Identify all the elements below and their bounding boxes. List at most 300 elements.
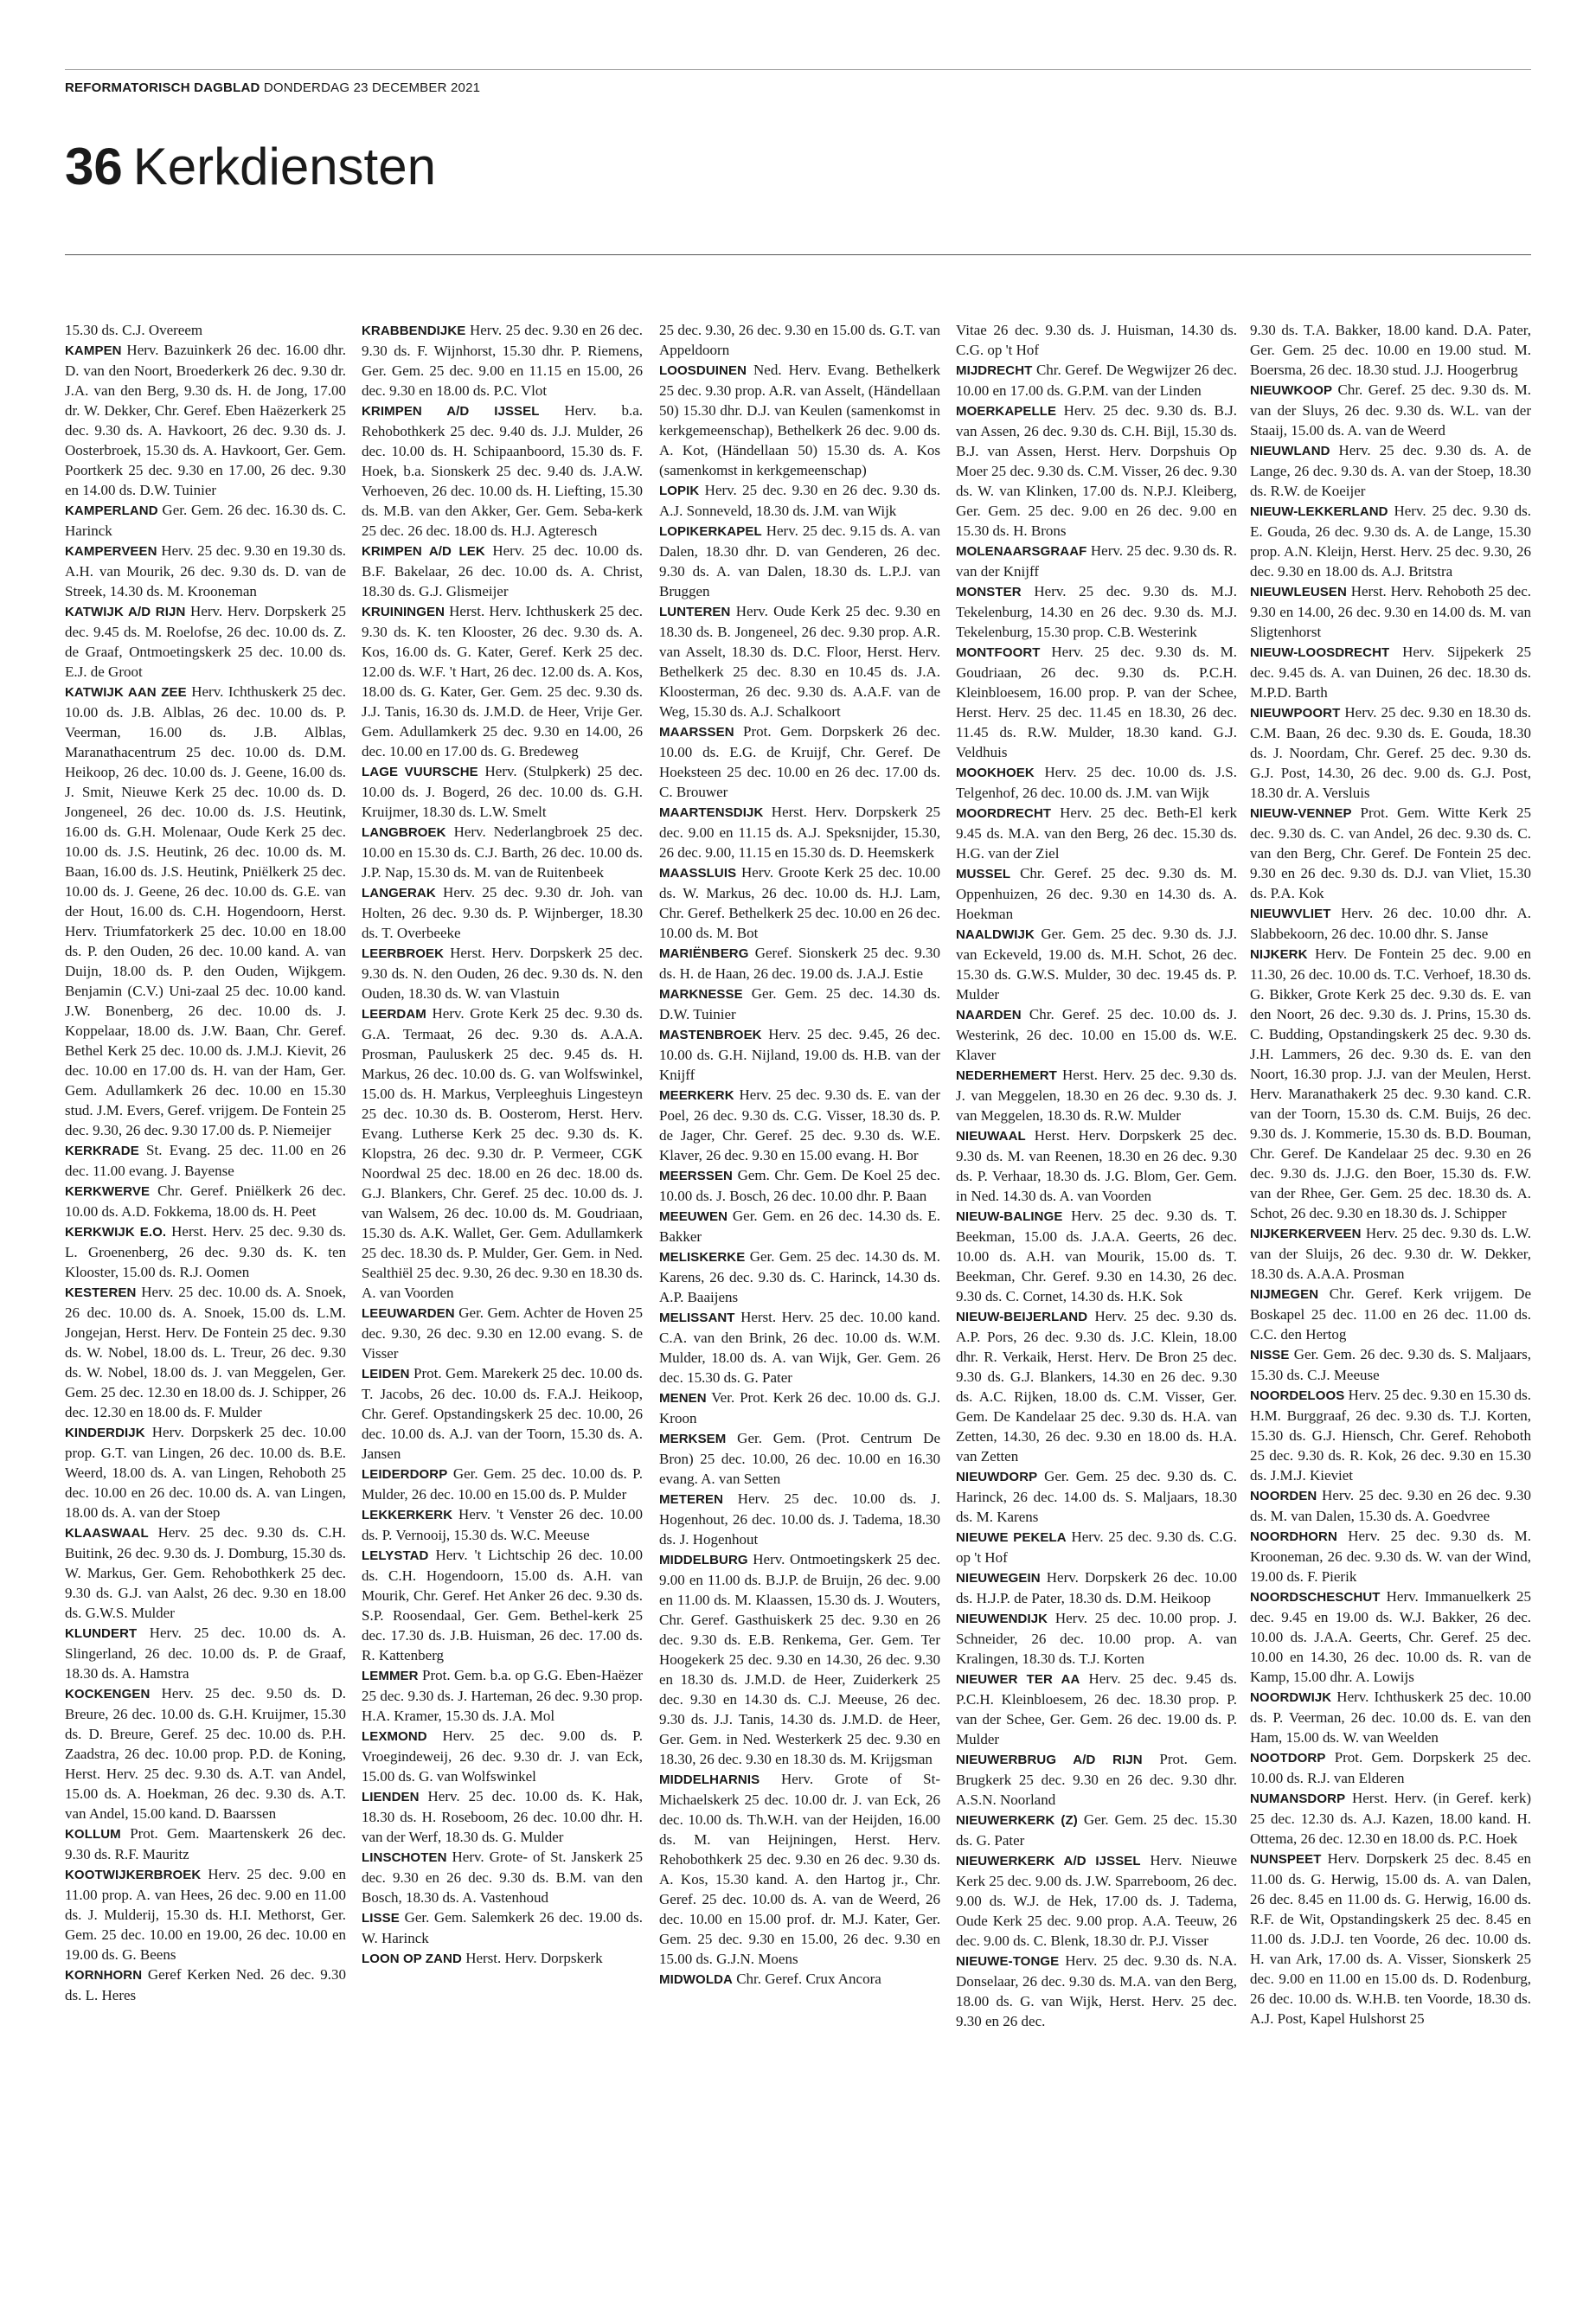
service-details: Ger. Gem. Achter de Hoven 25 dec. 9.30, 26 dec. 9.30 en 12.00 evang. S. de Visser bbox=[362, 1304, 643, 1362]
service-entry bbox=[1250, 1485, 1531, 1526]
service-entry bbox=[659, 1428, 940, 1489]
service-entry bbox=[956, 541, 1237, 581]
place-name: MELISSANT bbox=[659, 1311, 735, 1325]
service-entry bbox=[362, 541, 643, 601]
place-name: MEEUWEN bbox=[659, 1209, 728, 1224]
service-entry bbox=[1250, 903, 1531, 944]
service-entry bbox=[659, 1165, 940, 1206]
service-details: Herv. 25 dec. 9.30 en 19.30 ds. A.H. van Mourik, 26 dec. 9.30 ds. D. van de Streek, 14.30 ds. M. Krooneman bbox=[65, 542, 346, 599]
place-name: MOLENAARSGRAAF bbox=[956, 544, 1087, 559]
service-entry bbox=[362, 601, 643, 761]
place-name: MUSSEL bbox=[956, 867, 1011, 881]
service-details: Ger. Gem. 25 dec. 9.30 ds. C. Harinck, 26 dec. 14.00 ds. S. Maljaars, 18.30 ds. M. Karens bbox=[956, 1468, 1237, 1525]
title-rule bbox=[65, 254, 1531, 255]
service-entry bbox=[1250, 1849, 1531, 2029]
service-details: Chr. Geref. 25 dec. 9.30 ds. M. Oppenhuizen, 26 dec. 9.30 en 14.30 ds. A. Hoekman bbox=[956, 865, 1237, 922]
service-details: Ger. Gem. 26 dec. 16.30 ds. C. Harinck bbox=[65, 502, 346, 539]
service-details: Herst. Herv. Rehoboth 25 dec. 9.30 en 14.00, 26 dec. 9.30 en 14.00 ds. M. van Sligtenhorst bbox=[1250, 583, 1531, 640]
service-details: Herv. Nederlangbroek 25 dec. 10.00 en 15.30 ds. C.J. Barth, 26 dec. 10.00 ds. J.P. Nap, 15.30 ds. M. van de Ruitenbeek bbox=[362, 824, 643, 881]
service-details: Herv. Sijpekerk 25 dec. 9.45 ds. A. van Duinen, 26 dec. 18.30 ds. M.P.D. Barth bbox=[1250, 644, 1531, 701]
service-details: Herv. 25 dec. 9.30 en 26 dec. 9.30 ds. F. Wijnhorst, 15.30 dhr. P. Riemens, Ger. Gem. 25 dec. 9.00 en 11.15 en 15.00, 26 dec. 9.30 en 18.00 ds. P.C. Vlot bbox=[362, 322, 643, 399]
place-name: MOOKHOEK bbox=[956, 766, 1035, 780]
place-name: NIEUWDORP bbox=[956, 1470, 1038, 1484]
service-entry bbox=[362, 1303, 643, 1363]
service-details: Herv. 25 dec. 9.30 en 26 dec. 9.30 ds. M. van Dalen, 15.30 ds. A. Goedvree bbox=[1250, 1487, 1531, 1524]
service-entry bbox=[362, 401, 643, 541]
service-details: Herv. (Stulpkerk) 25 dec. 10.00 ds. J. Bogerd, 26 dec. 10.00 ds. G.H. Kruijmer, 18.30 ds. L.W. Smelt bbox=[362, 763, 643, 820]
service-details: Ger. Gem. Salemkerk 26 dec. 19.00 ds. W. Harinck bbox=[362, 1909, 643, 1946]
place-name: NIEUWE-TONGE bbox=[956, 1954, 1060, 1969]
place-name: MONSTER bbox=[956, 585, 1022, 599]
place-name: MARIËNBERG bbox=[659, 946, 749, 961]
service-entry bbox=[65, 1221, 346, 1282]
service-details: Herv. 25 dec. 9.30 ds. T. Beekman, 15.00 ds. J.A.A. Geerts, 26 dec. 10.00 ds. A.H. van Mourik, 15.00 ds. T. Beekman, Chr. Geref. 9.30 en 14.30, 26 dec. 9.30 ds. C. Cornet, 14.30 ds. H.K. Sok bbox=[956, 1208, 1237, 1304]
place-name: KAMPERVEEN bbox=[65, 544, 157, 559]
place-name: NOORDHORN bbox=[1250, 1529, 1337, 1544]
service-entry bbox=[362, 761, 643, 822]
place-name: LEMMER bbox=[362, 1669, 419, 1683]
service-entry bbox=[65, 1181, 346, 1221]
service-details: Chr. Geref. 25 dec. 10.00 ds. J. Westerink, 26 dec. 10.00 en 15.00 ds. W.E. Klaver bbox=[956, 1006, 1237, 1063]
service-entry bbox=[659, 802, 940, 862]
service-entry bbox=[362, 1464, 643, 1504]
place-name: MAARTENSDIJK bbox=[659, 805, 764, 820]
place-name: NIEUWAAL bbox=[956, 1129, 1026, 1144]
service-entry bbox=[956, 320, 1237, 360]
service-entry bbox=[362, 1504, 643, 1545]
service-details: Herv. 25 dec. 9.50 ds. D. Breure, 26 dec. 10.00 ds. G.H. Kruijmer, 15.30 ds. D. Breure, Geref. 25 dec. 10.00 ds. P.H. Zaadstra, 26 dec. 10.00 prop. P.D. de Koning, Herst. Herv. 25 dec. 9.30 ds. A.T. van Andel, 15.00 ds. A. Hoekman, 26 dec. 9.30 ds. A.T. van Andel, 15.00 kand. D. Baarssen bbox=[65, 1685, 346, 1822]
service-details: Chr. Geref. Crux Ancora bbox=[736, 1971, 881, 1987]
place-name: KRIMPEN A/D IJSSEL bbox=[362, 404, 540, 419]
place-name: LINSCHOTEN bbox=[362, 1850, 447, 1865]
service-entry bbox=[956, 803, 1237, 863]
service-details: Herv. 25 dec. 9.00 en 11.00 prop. A. van Hees, 26 dec. 9.00 en 11.00 ds. J. Mulderij, 15.30 ds. H.I. Methorst, Ger. Gem. 25 dec. 10.00 en 19.00, 26 dec. 10.00 en 19.00 ds. G. Beens bbox=[65, 1866, 346, 1963]
listing-column-4 bbox=[956, 320, 1237, 2279]
service-entry bbox=[956, 1206, 1237, 1306]
service-entry bbox=[65, 1140, 346, 1181]
service-details: Herst. Herv. 25 dec. 10.00 kand. C.A. van den Brink, 26 dec. 10.00 ds. W.M. Mulder, 18.00 ds. A. van Wijk, Ger. Gem. 26 dec. 15.30 ds. G. Pater bbox=[659, 1309, 940, 1386]
issue-date: DONDERDAG 23 DECEMBER 2021 bbox=[263, 80, 481, 95]
service-details: Herv. b.a. Rehobothkerk 25 dec. 9.40 ds. J.J. Mulder, 26 dec. 10.00 ds. H. Schipaanboord, 15.30 ds. F. Hoek, b.a. Sionskerk 25 dec. 9.40 ds. J.A.W. Verhoeven, 26 dec. 10.00 ds. H. Liefting, 15.30 ds. M.B. van den Akker, Ger. Gem. Seba-kerk 25 dec. 26 dec. 18.00 ds. H.J. Agteresch bbox=[362, 402, 643, 539]
place-name: MARKNESSE bbox=[659, 987, 743, 1002]
service-entry bbox=[362, 943, 643, 1003]
service-entry bbox=[659, 1247, 940, 1307]
place-name: KERKWIJK E.O. bbox=[65, 1225, 167, 1240]
place-name: KINDERDIJK bbox=[65, 1426, 145, 1440]
place-name: NOORDWIJK bbox=[1250, 1690, 1332, 1705]
place-name: MIDWOLDA bbox=[659, 1972, 733, 1987]
service-entry bbox=[1250, 440, 1531, 501]
service-details: Herv. 25 dec. 9.30 en 18.30 ds. C.M. Baan, 26 dec. 9.30 ds. E. Gouda, 18.30 ds. J. Noordam, Chr. Geref. 25 dec. 9.30 ds. G.J. Post, 14.30, 26 dec. 9.00 ds. G.J. Post, 18.30 dr. A. Versluis bbox=[1250, 704, 1531, 801]
service-entry bbox=[1250, 803, 1531, 903]
place-name: LISSE bbox=[362, 1911, 400, 1926]
service-entry bbox=[956, 1608, 1237, 1669]
service-entry bbox=[659, 360, 940, 480]
place-name: MONTFOORT bbox=[956, 645, 1041, 660]
service-details: Herv. Grote- of St. Janskerk 25 dec. 9.30 en 26 dec. 9.30 ds. B.M. van den Bosch, 18.30 ds. A. Vastenhoud bbox=[362, 1849, 643, 1906]
service-details: Chr. Geref. Kerk vrijgem. De Boskapel 25 dec. 11.00 en 26 dec. 11.00 ds. C.C. den Hertog bbox=[1250, 1285, 1531, 1343]
place-name: MEERKERK bbox=[659, 1088, 734, 1103]
service-entry bbox=[1250, 702, 1531, 803]
place-name: MEERSSEN bbox=[659, 1169, 733, 1183]
service-entry bbox=[956, 1567, 1237, 1608]
place-name: KAMPEN bbox=[65, 343, 122, 358]
service-details: Herv. 25 dec. 9.30 en 15.30 ds. H.M. Burggraaf, 26 dec. 9.30 ds. T.J. Korten, 15.30 ds. G.J. Hiensch, Chr. Geref. Rehoboth 25 dec. 9.30 ds. R. Kok, 26 dec. 9.30 en 15.30 ds. J.M.J. Kieviet bbox=[1250, 1387, 1531, 1484]
service-entry bbox=[659, 1769, 940, 1969]
service-details: Chr. Geref. 25 dec. 9.30 ds. M. van der Sluys, 26 dec. 9.30 ds. W.L. van der Staaij, 15.00 ds. A. van de Weerd bbox=[1250, 381, 1531, 439]
service-details: Herv. 25 dec. 9.45, 26 dec. 10.00 ds. G.H. Nijland, 19.00 ds. H.B. van der Knijff bbox=[659, 1026, 940, 1083]
service-details: Herv. 25 dec. 9.30 ds. A. de Lange, 26 dec. 9.30 ds. A. van der Stoep, 18.30 ds. R.W. de Koeijer bbox=[1250, 442, 1531, 499]
service-entry bbox=[956, 1810, 1237, 1850]
place-name: KATWIJK AAN ZEE bbox=[65, 685, 187, 700]
place-name: NIEUW-LOOSDRECHT bbox=[1250, 645, 1390, 660]
service-details: Herst. Herv. Dorpskerk 25 dec. 9.30 ds. N. den Ouden, 26 dec. 9.30 ds. N. den Ouden, 18.30 ds. W. van Vlastuin bbox=[362, 945, 643, 1002]
service-entry bbox=[1250, 1344, 1531, 1385]
service-details: Ger. Gem. 25 dec. 14.30 ds. D.W. Tuinier bbox=[659, 985, 940, 1022]
place-name: NOORDEN bbox=[1250, 1489, 1317, 1503]
service-entry bbox=[956, 1951, 1237, 2031]
place-name: NIJKERKERVEEN bbox=[1250, 1227, 1362, 1241]
place-name: LUNTEREN bbox=[659, 605, 731, 619]
place-name: KAMPERLAND bbox=[65, 503, 158, 518]
service-details: Herst. Herv. Dorpskerk 25 dec. 9.00 en 11.15 ds. A.J. Speksnijder, 15.30, 26 dec. 9.00, 11.15 en 15.30 ds. D. Heemskerk bbox=[659, 804, 940, 861]
service-entry bbox=[956, 1850, 1237, 1951]
place-name: LANGERAK bbox=[362, 886, 436, 901]
place-name: MIDDELBURG bbox=[659, 1553, 748, 1567]
service-entry bbox=[659, 984, 940, 1024]
service-entry bbox=[362, 1665, 643, 1726]
place-name: NIEUWER TER AA bbox=[956, 1672, 1080, 1687]
service-entry bbox=[362, 882, 643, 943]
place-name: KOOTWIJKERBROEK bbox=[65, 1868, 202, 1882]
service-details: Herv. 25 dec. 10.00 ds. A. Snoek, 26 dec. 10.00 ds. A. Snoek, 15.00 ds. L.M. Jongejan, Herst. Herv. De Fontein 25 dec. 9.30 ds. W. Nobel, 18.00 ds. L. Treur, 26 dec. 9.30 ds. W. Nobel, 18.00 ds. J. van Meggelen, Ger. Gem. 25 dec. 12.30 en 18.00 ds. J. Schipper, 26 dec. 12.30 en 18.00 ds. F. Mulder bbox=[65, 1284, 346, 1420]
service-entry bbox=[956, 642, 1237, 762]
place-name: NIEUWERKERK A/D IJSSEL bbox=[956, 1854, 1141, 1868]
place-name: LOOSDUINEN bbox=[659, 363, 747, 378]
service-details: Herv. Herv. Dorpskerk 25 dec. 9.45 ds. M. Roelofse, 26 dec. 10.00 ds. Z. de Graaf, Ontmoetingskerk 25 dec. 10.00 ds. E.J. de Groot bbox=[65, 603, 346, 680]
service-entry bbox=[65, 1965, 346, 2005]
place-name: NAARDEN bbox=[956, 1008, 1022, 1022]
service-details: Prot. Gem. b.a. op G.G. Eben-Haëzer 25 dec. 9.30 ds. J. Harteman, 26 dec. 9.30 prop. H.A. Kramer, 15.30 ds. J.A. Mol bbox=[362, 1667, 643, 1724]
place-name: NIEUWLEUSEN bbox=[1250, 585, 1347, 599]
newspaper-name: REFORMATORISCH DAGBLAD bbox=[65, 80, 260, 95]
service-details: Herv. 25 dec. 9.30 ds. A.P. Pors, 26 dec. 9.30 ds. J.C. Klein, 18.00 dhr. R. Verkaik, Herst. Herv. De Bron 25 dec. 9.30 ds. G.J. Blankers, 14.30 en 26 dec. 9.30 ds. A.C. Rijken, 18.00 ds. C.M. Visser, Ger. Gem. De Kandelaar 25 dec. 9.30 ds. H.A. van Zetten, 14.30, 26 dec. 9.30 en 18.00 ds. H.A. van Zetten bbox=[956, 1308, 1237, 1465]
place-name: MOORDRECHT bbox=[956, 806, 1052, 821]
place-name: NIEUWKOOP bbox=[1250, 383, 1333, 398]
service-entry bbox=[956, 1125, 1237, 1206]
place-name: KRUININGEN bbox=[362, 605, 445, 619]
place-name: NOORDELOOS bbox=[1250, 1388, 1345, 1403]
place-name: NUNSPEET bbox=[1250, 1852, 1322, 1867]
listing-column-5 bbox=[1250, 320, 1531, 2279]
service-details: Prot. Gem. Brugkerk 25 dec. 9.30 en 26 dec. 9.30 dhr. A.S.N. Noorland bbox=[956, 1751, 1237, 1808]
place-name: KRABBENDIJKE bbox=[362, 324, 466, 338]
listing-column-3 bbox=[659, 320, 940, 2279]
service-details: Ned. Herv. Evang. Bethelkerk 25 dec. 9.30 prop. A.R. van Asselt, (Händellaan 50) 15.30 dhr. D.J. van Keulen (samenkomst in kerkgemeenschap), Bethelkerk 26 dec. 9.00 ds. A. Kot, (Händellaan 50) 15.30 ds. A. Kos (samenkomst in kerkgemeenschap) bbox=[659, 362, 940, 478]
place-name: KLAASWAAL bbox=[65, 1526, 149, 1541]
service-entry bbox=[65, 1282, 346, 1422]
service-details: Ger. Gem. 25 dec. 14.30 ds. M. Karens, 26 dec. 9.30 ds. C. Harinck, 14.30 ds. A.P. Baaijens bbox=[659, 1248, 940, 1305]
service-entry bbox=[362, 320, 643, 401]
service-details: Herv. Dorpskerk 25 dec. 8.45 en 11.00 ds. G. Herwig, 15.00 ds. A. van Dalen, 26 dec. 8.45 en 11.00 ds. G. Herwig, 16.00 ds. R.F. de Wit, Opstandingskerk 25 dec. 8.45 en 11.00 ds. J.D.J. ten Voorde, 26 dec. 10.00 ds. H. van Ark, 17.00 ds. A. Visser, Sionskerk 25 dec. 9.00 en 11.00 en 15.00 ds. D. Rodenburg, 26 dec. 10.00 ds. W.H.B. ten Voorde, 18.30 ds. A.J. Post, Kapel Hulshorst 25 bbox=[1250, 1850, 1531, 2027]
service-details: Herv. 25 dec. 9.30 ds. B.J. van Assen, 26 dec. 9.30 ds. C.H. Bijl, 15.30 ds. B.J. van Assen, Herst. Herv. Dorpshuis Op Moer 25 dec. 9.30 ds. C.M. Visser, 26 dec. 9.30 ds. W. van Klinken, 17.00 ds. N.P.J. Kleiberg, Ger. Gem. 25 dec. 9.00 en 26 dec. 9.00 en 15.30 ds. H. Brons bbox=[956, 402, 1237, 539]
service-entry bbox=[1250, 1385, 1531, 1485]
place-name: NIEUWENDIJK bbox=[956, 1612, 1048, 1626]
service-details: Herv. Ontmoetingskerk 25 dec. 9.00 en 11.00 ds. B.J.P. de Bruijn, 26 dec. 9.00 en 11.00 ds. M. Klaassen, 15.30 ds. J. Wouters, Chr. Geref. Gasthuiskerk 25 dec. 9.30 en 26 dec. 9.30 ds. E.B. Renkema, Ger. Gem. Ter Hoogekerk 25 dec. 9.30 en 14.30, 26 dec. 9.30 en 18.30 ds. J.M.D. de Heer, Zuiderkerk 25 dec. 9.30 en 14.30 ds. C.J. Meeuse, 26 dec. 9.30 ds. J.J. Tanis, 14.30 ds. J.M.D. de Heer, Ger. Gem. in Ned. Westerkerk 25 dec. 9.30 en 18.30, 26 dec. 9.30 en 18.30 ds. M. Krijgsman bbox=[659, 1551, 940, 1767]
place-name: NIEUWVLIET bbox=[1250, 907, 1331, 921]
service-details: Geref. Sionskerk 25 dec. 9.30 ds. H. de Haan, 26 dec. 19.00 ds. J.A.J. Estie bbox=[659, 945, 940, 982]
service-details: Herv. 25 dec. 9.45 ds. P.C.H. Kleinbloesem, 26 dec. 18.30 prop. P. van der Schee, Ger. Gem. 26 dec. 19.00 ds. P. Mulder bbox=[956, 1670, 1237, 1747]
service-details: Herv. 25 dec. 9.30 ds. E. Gouda, 26 dec. 9.30 ds. A. de Lange, 15.30 prop. A.N. Kleijn, Herst. Herv. 25 dec. 9.30, 26 dec. 9.30 en 18.00 ds. A.J. Britstra bbox=[1250, 503, 1531, 580]
service-entry bbox=[65, 1864, 346, 1965]
service-details: Herv. 25 dec. 9.30 ds. R. van der Knijff bbox=[956, 542, 1237, 580]
service-details: Herst. Herv. 25 dec. 9.30 ds. J. van Meggelen, 18.30 en 26 dec. 9.30 ds. J. van Meggelen, 18.30 ds. R.W. Mulder bbox=[956, 1067, 1237, 1124]
service-details: 9.30 ds. T.A. Bakker, 18.00 kand. D.A. Pater, Ger. Gem. 25 dec. 10.00 en 19.00 stud. M. Boersma, 26 dec. 18.30 stud. J.J. Hoogerbrug bbox=[1250, 322, 1531, 378]
place-name: NIEUWPOORT bbox=[1250, 706, 1341, 721]
service-entry bbox=[362, 1726, 643, 1786]
service-entry bbox=[65, 1683, 346, 1823]
service-entry bbox=[65, 1623, 346, 1683]
place-name: KERKWERVE bbox=[65, 1184, 151, 1199]
place-name: LAGE VUURSCHE bbox=[362, 765, 478, 779]
service-entry bbox=[659, 1489, 940, 1549]
service-entry bbox=[362, 822, 643, 882]
service-entry bbox=[65, 541, 346, 601]
place-name: MIJDRECHT bbox=[956, 363, 1033, 378]
service-details: Herv. Immanuelkerk 25 dec. 9.45 en 19.00 ds. W.J. Bakker, 26 dec. 10.00 ds. J.A.A. Geerts, Chr. Geref. 25 dec. 10.00 en 14.30, 26 dec. 10.00 ds. R. van de Kamp, 15.00 dhr. A. Lowijs bbox=[1250, 1588, 1531, 1685]
service-details: Herv. 25 dec. 10.00 prop. J. Schneider, 26 dec. 10.00 prop. A. van Kralingen, 18.30 ds. T.J. Korten bbox=[956, 1610, 1237, 1667]
service-details: Vitae 26 dec. 9.30 ds. J. Huisman, 14.30 ds. C.G. op 't Hof bbox=[956, 322, 1237, 358]
service-entry bbox=[1250, 320, 1531, 380]
service-details: Herst. Herv. Dorpskerk bbox=[465, 1950, 603, 1966]
place-name: KORNHORN bbox=[65, 1968, 143, 1983]
service-entry bbox=[362, 1003, 643, 1303]
service-details: Herv. De Fontein 25 dec. 9.00 en 11.30, 26 dec. 10.00 ds. T.C. Verhoef, 18.30 ds. G. Bikker, Grote Kerk 25 dec. 9.30 ds. E. van den Noort, 26 dec. 9.30 ds. J. Prins, 15.30 ds. C. Budding, Opstandingskerk 25 dec. 9.30 ds. J.H. Lammers, 26 dec. 9.30 ds. E. van den Noort, 16.30 prop. J.J. van der Meulen, Herst. Herv. Maranathakerk 25 dec. 9.30 kand. C.R. van der Toorn, 15.30 ds. C.M. Buijs, 26 dec. 9.30 ds. J. Kommerie, 15.30 ds. B.D. Bouman, Chr. Geref. De Kandelaar 25 dec. 9.30 en 26 dec. 9.30 ds. J.J.G. den Boer, 15.30 ds. F.W. van der Rhee, Ger. Gem. 25 dec. 18.30 ds. A. Schot, 26 dec. 9.30 en 18.30 ds. J. Schipper bbox=[1250, 945, 1531, 1221]
service-entry bbox=[65, 340, 346, 500]
service-entry bbox=[956, 581, 1237, 642]
service-entry bbox=[65, 682, 346, 1140]
service-entry bbox=[659, 943, 940, 984]
service-entry bbox=[362, 1363, 643, 1464]
place-name: MAARSSEN bbox=[659, 725, 734, 740]
service-entry bbox=[1250, 944, 1531, 1223]
service-details: 25 dec. 9.30, 26 dec. 9.30 en 15.00 ds. G.T. van Appeldoorn bbox=[659, 322, 940, 358]
service-details: Herv. Bazuinkerk 26 dec. 16.00 dhr. D. van den Noort, Broederkerk 26 dec. 9.30 dr. J.A. van den Berg, 9.30 ds. H. de Jong, 17.00 dr. W. Dekker, Chr. Geref. Eben Haëzerkerk 25 dec. 9.30 ds. A. Havkoort, 26 dec. 9.30 ds. J. Oosterbroek, 15.30 ds. A. Havkoort, Ger. Gem. Poortkerk 25 dec. 9.30 en 17.00, 26 dec. 9.30 en 14.00 ds. D.W. Tuinier bbox=[65, 342, 346, 498]
service-entry bbox=[956, 1004, 1237, 1065]
place-name: KESTEREN bbox=[65, 1285, 137, 1300]
service-details: Ger. Gem. (Prot. Centrum De Bron) 25 dec. 10.00, 26 dec. 10.00 en 16.30 evang. A. van Setten bbox=[659, 1430, 940, 1487]
place-name: KOLLUM bbox=[65, 1827, 121, 1842]
place-name: KLUNDERT bbox=[65, 1626, 138, 1641]
place-name: LOON OP ZAND bbox=[362, 1952, 462, 1966]
place-name: LEXMOND bbox=[362, 1729, 427, 1744]
service-entry bbox=[956, 924, 1237, 1004]
place-name: MOERKAPELLE bbox=[956, 404, 1057, 419]
service-details: Herv. 25 dec. 9.30 ds. M.J. Tekelenburg, 14.30 en 26 dec. 9.30 ds. M.J. Tekelenburg, 15.30 prop. C.B. Westerink bbox=[956, 583, 1237, 640]
service-entry bbox=[362, 1948, 643, 1969]
service-details: Herv. Grote Kerk 25 dec. 9.30 ds. G.A. Termaat, 26 dec. 9.30 ds. A.A.A. Prosman, Pauluskerk 25 dec. 9.45 ds. H. Markus, 26 dec. 10.00 ds. G. van Wolfswinkel, 15.00 ds. H. Markus, Verpleeghuis Lingesteyn 25 dec. 10.30 ds. B. Oosterom, Herst. Herv. Evang. Lutherse Kerk 25 dec. 9.30 ds. K. Klopstra, 26 dec. 9.30 dr. P. Vermeer, CGK Noordwal 25 dec. 18.00 en 26 dec. 18.00 ds. G.J. Blankers, Chr. Geref. 25 dec. 10.00 ds. J. van Walsem, 26 dec. 10.00 ds. M. Goudriaan, 15.30 ds. A.K. Wallet, Ger. Gem. Adullamkerk 25 dec. 18.30 ds. P. Mulder, Ger. Gem. in Ned. Sealthiël 25 dec. 9.30, 26 dec. 9.30 en 18.30 ds. A. van Voorden bbox=[362, 1005, 643, 1301]
place-name: MAASSLUIS bbox=[659, 866, 737, 881]
place-name: LOPIK bbox=[659, 484, 700, 498]
service-entry bbox=[956, 1466, 1237, 1527]
service-details: Herv. Oude Kerk 25 dec. 9.30 en 18.30 ds. B. Jongeneel, 26 dec. 9.30 prop. A.R. van Asselt, 18.30 ds. D.C. Floor, Herst. Herv. Bethelkerk 25 dec. 8.30 en 10.45 ds. J.A. Kloosterman, 26 dec. 9.30 ds. A.A.F. van de Weg, 15.30 ds. A.J. Schalkoort bbox=[659, 603, 940, 720]
place-name: LEIDERDORP bbox=[362, 1467, 448, 1482]
place-name: NIJMEGEN bbox=[1250, 1287, 1319, 1302]
place-name: MELISKERKE bbox=[659, 1250, 746, 1265]
service-entry bbox=[1250, 642, 1531, 702]
page-number: 36 bbox=[65, 138, 123, 195]
service-entry bbox=[1250, 1526, 1531, 1586]
service-details: Prot. Gem. Witte Kerk 25 dec. 9.30 ds. C. van Andel, 26 dec. 9.30 ds. C. van den Berg, Chr. Geref. De Fontein 25 dec. 9.30 en 26 dec. 9.30 ds. D.J. van Vliet, 15.30 ds. P.A. Kok bbox=[1250, 804, 1531, 901]
service-details: Herv. 25 dec. 9.30 dr. Joh. van Holten, 26 dec. 9.30 ds. P. Wijnberger, 18.30 ds. T. Overbeeke bbox=[362, 884, 643, 941]
place-name: MENEN bbox=[659, 1391, 707, 1406]
service-details: Herst. Herv. Ichthuskerk 25 dec. 9.30 ds. K. ten Klooster, 26 dec. 9.30 ds. A. Kos, 16.00 ds. G. Kater, Geref. Kerk 25 dec. 12.00 ds. W.F. 't Hart, 26 dec. 12.00 ds. A. Kos, 18.00 ds. G. Kater, Ger. Gem. 25 dec. 9.30 ds. J.J. Tanis, 16.30 ds. J.M.D. de Heer, Vrije Ger. Gem. Adullamkerk 25 dec. 9.30 en 14.00, 26 dec. 10.00 en 17.00 ds. G. Bredeweg bbox=[362, 603, 643, 760]
place-name: LIENDEN bbox=[362, 1790, 420, 1804]
service-details: Prot. Gem. Marekerk 25 dec. 10.00 ds. T. Jacobs, 26 dec. 10.00 ds. F.A.J. Heikoop, Chr. Geref. Opstandingskerk 25 dec. 10.00, 26 dec. 10.00 ds. A.J. van der Toorn, 15.30 ds. A. Jansen bbox=[362, 1365, 643, 1462]
service-entry bbox=[659, 862, 940, 943]
service-entry bbox=[956, 1065, 1237, 1125]
service-details: Herv. Ichthuskerk 25 dec. 10.00 ds. J.B. Alblas, 26 dec. 10.00 ds. P. Veerman, 16.00 ds. J.B. Alblas, Maranathacentrum 25 dec. 10.00 ds. D.M. Heikoop, 26 dec. 10.00 ds. J. Geene, 16.00 ds. J. Smit, Nieuwe Kerk 25 dec. 10.00 ds. D. Jongeneel, 26 dec. 10.00 ds. J.S. Heutink, 16.00 ds. G.H. Molenaar, Oude Kerk 25 dec. 10.00 ds. J.S. Heutink, 26 dec. 10.00 ds. M. Baan, 16.00 ds. J.S. Heutink, Pniëlkerk 25 dec. 10.00 ds. J. Geene, 26 dec. 10.00 ds. G.E. van der Hout, 16.00 ds. C.H. Hogendoorn, Herst. Herv. Triumfatorkerk 25 dec. 10.00 en 18.00 ds. P. den Ouden, 26 dec. 10.00 kand. A. van Duijn, 18.00 ds. P. den Ouden, Wijkgem. Benjamin (C.V.) Uni-zaal 25 dec. 10.00 kand. J.W. Bonenberg, 26 dec. 10.00 ds. J. Koppelaar, 18.00 ds. J.W. Baan, Chr. Geref. Bethel Kerk 25 dec. 10.00 ds. J.M.J. Kievit, 26 dec. 10.00 en 17.00 ds. H. van der Ham, Ger. Gem. Adullamkerk 26 dec. 10.00 en 15.30 stud. J.M. Evers, Geref. vrijgem. De Fontein 25 dec. 9.30, 26 dec. 9.30 17.00 ds. P. Niemeijer bbox=[65, 683, 346, 1138]
header-rule bbox=[65, 69, 1531, 70]
section-title: Kerkdiensten bbox=[132, 138, 436, 195]
service-entry bbox=[1250, 380, 1531, 440]
service-details: Herv. 25 dec. 9.30 ds. C.G. op 't Hof bbox=[956, 1529, 1237, 1566]
service-entry bbox=[659, 1388, 940, 1428]
place-name: NIEUW-BALINGE bbox=[956, 1209, 1063, 1224]
service-details: Herv. 25 dec. Beth-El kerk 9.45 ds. M.A. van den Berg, 26 dec. 15.30 ds. H.G. van der Ziel bbox=[956, 804, 1237, 862]
place-name: NEDERHEMERT bbox=[956, 1068, 1057, 1083]
service-entry bbox=[659, 1307, 940, 1388]
service-details: Ger. Gem. en 26 dec. 14.30 ds. E. Bakker bbox=[659, 1208, 940, 1245]
service-details: Herv. 26 dec. 10.00 dhr. A. Slabbekoorn, 26 dec. 10.00 dhr. S. Janse bbox=[1250, 905, 1531, 942]
service-entry bbox=[65, 320, 346, 340]
service-details: Herv. 25 dec. 9.15 ds. A. van Dalen, 18.30 dhr. D. van Genderen, 26 dec. 9.30 ds. A. van Dalen, 18.30 ds. L.P.J. van Bruggen bbox=[659, 522, 940, 599]
service-details: 15.30 ds. C.J. Overeem bbox=[65, 322, 203, 338]
place-name: METEREN bbox=[659, 1492, 724, 1507]
service-details: Herv. 25 dec. 10.00 ds. K. Hak, 18.30 ds. H. Roseboom, 26 dec. 10.00 dhr. H. van der Werf, 18.30 ds. G. Mulder bbox=[362, 1788, 643, 1845]
service-details: Ger. Gem. 26 dec. 9.30 ds. S. Maljaars, 15.30 ds. C.J. Meeuse bbox=[1250, 1346, 1531, 1383]
service-details: Herv. Nieuwe Kerk 25 dec. 9.00 ds. J.W. Sparreboom, 26 dec. 9.00 ds. W.J. de Hek, 17.00 ds. J. Tadema, Oude Kerk 25 dec. 9.00 prop. A.A. Teeuw, 26 dec. 9.00 ds. C. Blenk, 18.30 dr. P.J. Visser bbox=[956, 1852, 1237, 1949]
service-details: Chr. Geref. De Wegwijzer 26 dec. 10.00 en 17.00 ds. G.P.M. van der Linden bbox=[956, 362, 1237, 399]
service-entry bbox=[1250, 581, 1531, 642]
service-details: Herst. Herv. (in Geref. kerk) 25 dec. 12.30 ds. A.J. Kazen, 18.00 kand. H. Ottema, 26 dec. 12.30 en 18.00 ds. P.C. Hoek bbox=[1250, 1790, 1531, 1847]
place-name: KRIMPEN A/D LEK bbox=[362, 544, 485, 559]
service-details: Herv. Dorpskerk 25 dec. 10.00 prop. G.T. van Lingen, 26 dec. 10.00 ds. B.E. Weerd, 18.00 ds. A. van Lingen, Rehoboth 25 dec. 10.00 en 26 dec. 10.00 ds. A. van Lingen, 18.00 ds. A. van der Stoep bbox=[65, 1424, 346, 1521]
service-details: Geref Kerken Ned. 26 dec. 9.30 ds. L. Heres bbox=[65, 1966, 346, 2003]
service-details: Herv. Ichthuskerk 25 dec. 10.00 ds. P. Veerman, 26 dec. 10.00 ds. E. van den Ham, 15.00 ds. W. van Weelden bbox=[1250, 1689, 1531, 1746]
service-entry bbox=[956, 1527, 1237, 1567]
service-details: Ger. Gem. 25 dec. 15.30 ds. G. Pater bbox=[956, 1811, 1237, 1849]
service-details: Herv. 25 dec. 9.30 en 26 dec. 9.30 ds. A.J. Sonneveld, 18.30 ds. J.M. van Wijk bbox=[659, 482, 940, 519]
place-name: LOPIKERKAPEL bbox=[659, 524, 762, 539]
service-details: Herv. 't Venster 26 dec. 10.00 ds. P. Vernooij, 15.30 ds. W.C. Meeuse bbox=[362, 1506, 643, 1543]
place-name: NIEUWERKERK (Z) bbox=[956, 1813, 1078, 1828]
place-name: KOCKENGEN bbox=[65, 1687, 151, 1702]
service-details: Herv. 't Lichtschip 26 dec. 10.00 ds. C.H. Hogendoorn, 15.00 ds. A.H. van Mourik, Chr. Geref. Het Anker 26 dec. 9.30 ds. S.P. Roosendaal, Ger. Gem. Bethel-kerk 25 dec. 17.30 ds. J.B. Huisman, 26 dec. 17.00 ds. R. Kattenberg bbox=[362, 1547, 643, 1663]
service-details: Herv. 25 dec. 10.00 ds. A. Slingerland, 26 dec. 10.00 ds. P. de Graaf, 18.30 ds. A. Hamstra bbox=[65, 1625, 346, 1682]
place-name: MIDDELHARNIS bbox=[659, 1772, 760, 1787]
service-details: Herv. 25 dec. 9.30 ds. N.A. Donselaar, 26 dec. 9.30 ds. M.A. van den Berg, 18.00 ds. G. van Wijk, Herst. Herv. 25 dec. 9.30 en 26 dec. bbox=[956, 1952, 1237, 2029]
place-name: KERKRADE bbox=[65, 1144, 139, 1158]
service-entry bbox=[659, 521, 940, 601]
service-entry bbox=[65, 1422, 346, 1522]
place-name: NIEUWERBRUG A/D RIJN bbox=[956, 1753, 1143, 1767]
place-name: NIJKERK bbox=[1250, 947, 1308, 962]
service-details: Ger. Gem. 25 dec. 10.00 ds. P. Mulder, 26 dec. 10.00 en 15.00 ds. P. Mulder bbox=[362, 1465, 643, 1503]
service-details: Herv. 25 dec. 9.30 ds. M. Goudriaan, 26 dec. 9.30 ds. P.C.H. Kleinbloesem, 16.00 prop. P. van der Schee, Herst. Herv. 25 dec. 11.45 en 18.30, 26 dec. 11.45 ds. R.W. Mulder, 18.30 kand. G.J. Veldhuis bbox=[956, 644, 1237, 760]
service-details: Gem. Chr. Gem. De Koel 25 dec. 10.00 ds. J. Bosch, 26 dec. 10.00 dhr. P. Baan bbox=[659, 1167, 940, 1204]
place-name: NIEUWEGEIN bbox=[956, 1571, 1041, 1586]
service-details: Herv. Dorpskerk 26 dec. 10.00 ds. H.J.P. de Pater, 18.30 ds. D.M. Heikoop bbox=[956, 1569, 1237, 1606]
place-name: KATWIJK A/D RIJN bbox=[65, 605, 186, 619]
service-details: Herv. Grote of St-Michaelskerk 25 dec. 10.00 dr. J. van Eck, 26 dec. 10.00 ds. Th.W.H. van der Heijden, 16.00 ds. M. van Heijningen, Herst. Herv. Rehobothkerk 25 dec. 9.30 en 26 dec. 9.30 ds. A. Kos, 15.30 kand. A. den Hartog jr., Chr. Geref. 25 dec. 10.00 ds. A. van de Weerd, 26 dec. 10.00 en 15.00 prof. dr. M.J. Kater, Ger. Gem. 25 dec. 9.30 en 15.00, 26 dec. 9.30 en 15.00 ds. G.J.N. Moens bbox=[659, 1771, 940, 1967]
service-entry bbox=[659, 1024, 940, 1085]
service-details: Herv. 25 dec. 9.30 ds. M. Krooneman, 26 dec. 9.30 ds. W. van der Wind, 19.00 ds. F. Pierik bbox=[1250, 1528, 1531, 1585]
place-name: NOOTDORP bbox=[1250, 1751, 1326, 1766]
service-details: Herst. Herv. Dorpskerk 25 dec. 9.30 ds. M. van Reenen, 18.30 en 26 dec. 9.30 ds. P. Verhaar, 18.30 ds. J.G. Blom, Ger. Gem. in Ned. 14.30 ds. A. van Voorden bbox=[956, 1127, 1237, 1204]
service-entry bbox=[659, 1206, 940, 1247]
masthead bbox=[65, 80, 480, 95]
place-name: LEEUWARDEN bbox=[362, 1306, 455, 1321]
service-entry bbox=[362, 1545, 643, 1665]
place-name: NUMANSDORP bbox=[1250, 1791, 1346, 1806]
service-entry bbox=[1250, 1747, 1531, 1788]
place-name: LEIDEN bbox=[362, 1367, 410, 1381]
place-name: NAALDWIJK bbox=[956, 927, 1035, 942]
service-details: Herv. 25 dec. 10.00 ds. J.S. Telgenhof, 26 dec. 10.00 ds. J.M. van Wijk bbox=[956, 764, 1237, 801]
service-entry bbox=[956, 1306, 1237, 1466]
place-name: NISSE bbox=[1250, 1348, 1290, 1362]
place-name: LEERBROEK bbox=[362, 946, 445, 961]
service-entry bbox=[659, 480, 940, 521]
service-entry bbox=[1250, 1223, 1531, 1284]
service-details: Herv. 25 dec. 9.30 ds. L.W. van der Sluijs, 26 dec. 9.30 dr. W. Dekker, 18.30 ds. A.A.A. Prosman bbox=[1250, 1225, 1531, 1282]
service-details: Herv. 25 dec. 9.00 ds. P. Vroegindeweij, 26 dec. 9.30 dr. J. van Eck, 15.00 ds. G. van Wolfswinkel bbox=[362, 1727, 643, 1785]
service-entry bbox=[65, 1522, 346, 1623]
service-entry bbox=[362, 1847, 643, 1907]
place-name: NIEUW-VENNEP bbox=[1250, 806, 1352, 821]
place-name: NIEUWLAND bbox=[1250, 444, 1330, 458]
service-details: Herv. 25 dec. 10.00 ds. J. Hogenhout, 26 dec. 10.00 ds. J. Tadema, 18.30 ds. J. Hogenhout bbox=[659, 1490, 940, 1548]
listing-column-1 bbox=[65, 320, 346, 2279]
service-entry bbox=[659, 1969, 940, 1990]
service-details: Herv. Groote Kerk 25 dec. 10.00 ds. W. Markus, 26 dec. 10.00 ds. H.J. Lam, Chr. Geref. Bethelkerk 25 dec. 10.00 en 26 dec. 10.00 ds. M. Bot bbox=[659, 864, 940, 941]
place-name: NIEUWE PEKELA bbox=[956, 1530, 1067, 1545]
page-heading bbox=[65, 137, 436, 215]
service-entry bbox=[956, 863, 1237, 924]
service-entry bbox=[65, 601, 346, 682]
service-entry bbox=[1250, 501, 1531, 581]
service-entry bbox=[659, 601, 940, 721]
place-name: LEERDAM bbox=[362, 1007, 426, 1022]
service-entry bbox=[65, 500, 346, 541]
service-details: Prot. Gem. Dorpskerk 26 dec. 10.00 ds. E.G. de Kruijf, Chr. Geref. De Hoeksteen 25 dec. 10.00 en 26 dec. 17.00 ds. C. Brouwer bbox=[659, 723, 940, 800]
service-details: St. Evang. 25 dec. 11.00 en 26 dec. 11.00 evang. J. Bayense bbox=[65, 1142, 346, 1179]
listing-column-2 bbox=[362, 320, 643, 2279]
place-name: LELYSTAD bbox=[362, 1548, 429, 1563]
service-details: Herst. Herv. 25 dec. 9.30 ds. L. Groenenberg, 26 dec. 9.30 ds. K. ten Klooster, 15.00 ds. R.J. Oomen bbox=[65, 1223, 346, 1280]
service-entry bbox=[956, 1749, 1237, 1810]
service-entry bbox=[362, 1907, 643, 1948]
service-entry bbox=[956, 360, 1237, 401]
service-details: Herv. 25 dec. 9.30 ds. E. van der Poel, 26 dec. 9.30 ds. C.G. Visser, 18.30 ds. P. de Jager, Chr. Geref. 25 dec. 9.30 ds. W.E. Klaver, 26 dec. 9.30 en 15.00 evang. H. Bor bbox=[659, 1086, 940, 1163]
service-details: Herv. 25 dec. 10.00 ds. B.F. Bakelaar, 26 dec. 10.00 ds. A. Christ, 18.30 ds. G.J. Glismeijer bbox=[362, 542, 643, 599]
service-entry bbox=[956, 762, 1237, 803]
service-entry bbox=[659, 721, 940, 802]
service-details: Ger. Gem. 25 dec. 9.30 ds. J.J. van Eckeveld, 19.00 ds. M.H. Schot, 26 dec. 15.30 ds. G.W.S. Mulder, 30 dec. 19.45 ds. P. Mulder bbox=[956, 926, 1237, 1003]
service-details: Prot. Gem. Maartenskerk 26 dec. 9.30 ds. R.F. Mauritz bbox=[65, 1825, 346, 1862]
place-name: LANGBROEK bbox=[362, 825, 446, 840]
